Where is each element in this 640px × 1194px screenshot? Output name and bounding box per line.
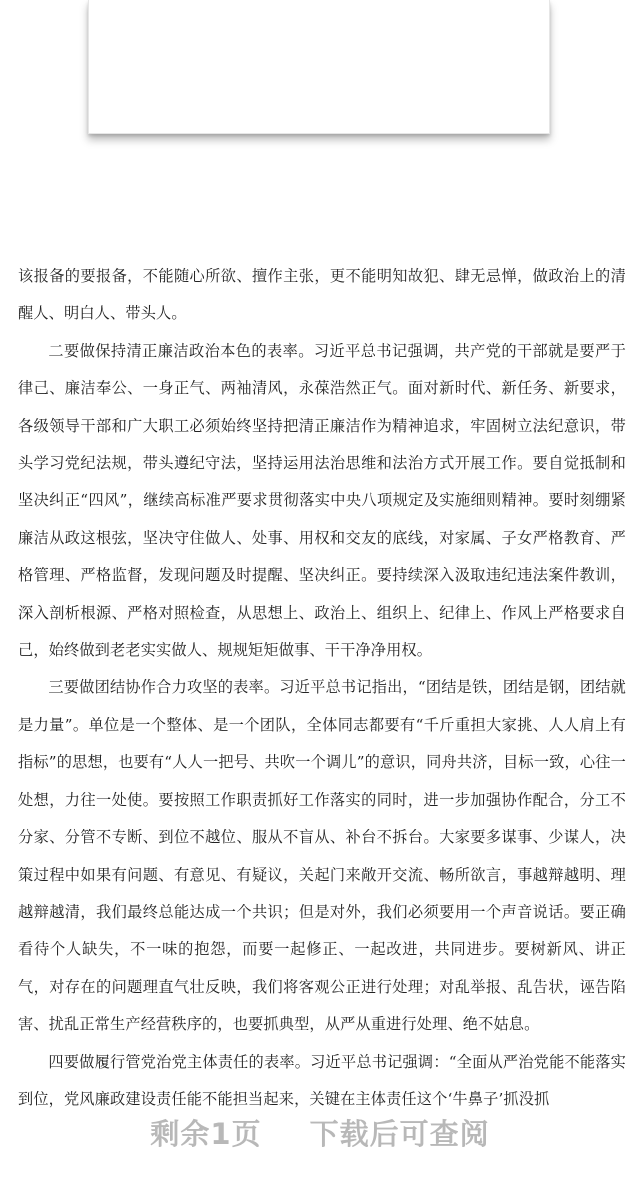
paragraph-2: 二要做保持清正廉洁政治本色的表率。习近平总书记强调，共产党的干部就是要严于律己、廉洁奉公、一身正气、两袖清风，永葆浩然正气。面对新时代、新任务、新要求，各级领导干部和广大职工必须始终坚持把清正廉洁作为精神追求，牢固树立法纪意识，带头学习党纪法规，带头遵纪守法，坚持运用法治思维和法治方式开展工作。要自觉抵制和坚决纠正“四风”，继续高标准严要求贯彻落实中央八项规定及实施细则精神。要时刻绷紧廉洁从政这根弦，坚决守住做人、处事、用权和交友的底线，对家属、子女严格教育、严格管理、严格监督，发现问题及时提醒、坚决纠正。要持续深入汲取违纪违法案件教训，深入剖析根源、严格对照检查，从思想上、政治上、组织上、纪律上、作风上严格要求自己，始终做到老老实实做人、规规矩矩做事、干干净净用权。 xyxy=(18,341,626,660)
remaining-pages-label: 剩余1页 xyxy=(150,1116,262,1151)
download-prompt-bar xyxy=(0,1108,640,1156)
paragraph-3: 三要做团结协作合力攻坚的表率。习近平总书记指出，“团结是铁，团结是钢，团结就是力量”。单位是一个整体、是一个团队，全体同志都要有“千斤重担大家挑、人人肩上有指标”的思想，也要有“人人一把号、共吹一个调儿”的意识，同舟共济，目标一致，心往一处想，力往一处使。要按照工作职责抓好工作落实的同时，进一步加强协作配合，分工不分家、分管不专断、到位不越位、服从不盲从、补台不拆台。大家要多谋事、少谋人，决策过程中如果有问题、有意见、有疑议，关起门来敞开交流、畅所欲言，事越辩越明、理越辩越清，我们最终总能达成一个共识；但是对外，我们必须要用一个声音说话。要正确看待个人缺失，不一味的抱怨，而要一起修正、一起改进，共同进步。要树新风、讲正气，对存在的问题理直气壮反映，我们将客观公正进行处理；对乱举报、乱告状，诬告陷害、扰乱正常生产经营秩序的，也要抓典型，从严从重进行处理、绝不姑息。 xyxy=(18,678,626,1034)
paragraph-1: 该报备的要报备，不能随心所欲、擅作主张，更不能明知故犯、肆无忌惮，做政治上的清醒人、明白人、带头人。 xyxy=(18,267,626,323)
preview-page-card xyxy=(88,0,550,134)
document-body xyxy=(18,258,626,1118)
download-to-read-link[interactable]: 下载后可查阅 xyxy=(309,1116,490,1151)
paragraph-4: 四要做履行管党治党主体责任的表率。习近平总书记强调：“全面从严治党能不能落实到位，党风廉政建设责任能不能担当起来，关键在主体责任这个‘牛鼻子’抓没抓 xyxy=(18,1052,626,1108)
